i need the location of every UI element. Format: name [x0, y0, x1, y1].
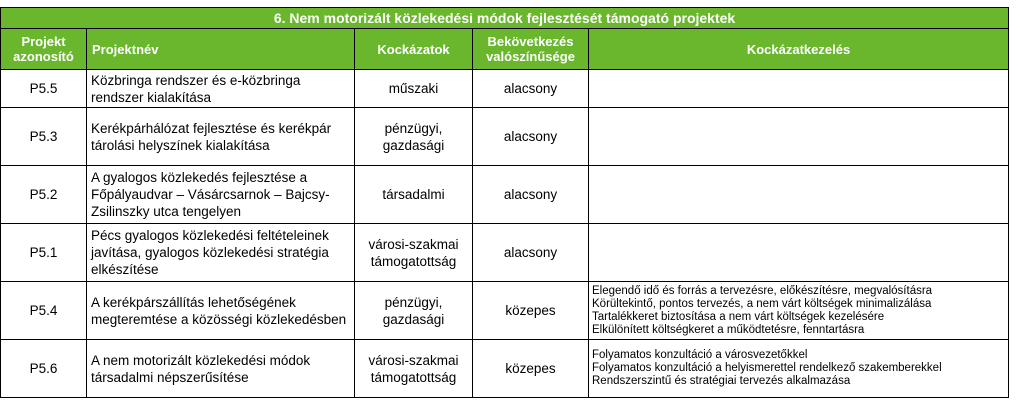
cell-project-name: A kerékpárszállítás lehetőségének megteremtése a közösségi közlekedésben	[87, 282, 355, 340]
cell-risk: városi-szakmai támogatottság	[355, 224, 473, 282]
table-row	[1, 166, 1009, 224]
cell-risk: műszaki	[355, 70, 473, 108]
cell-risk: pénzügyi, gazdasági	[355, 282, 473, 340]
cell-project-id: P5.3	[1, 108, 87, 166]
risk-management-item: Elegendő idő és forrás a tervezésre, előkészítésre, megvalósításra	[592, 284, 933, 297]
risk-management-item: Folyamatos konzultáció a városvezetőkkel	[592, 349, 808, 361]
cell-project-name: Pécs gyalogos közlekedési feltételeinek javítása, gyalogos közlekedési stratégia elkészítése	[87, 224, 355, 282]
risk-management-item: Rendszerszintű és stratégiai tervezés alkalmazása	[592, 375, 851, 387]
cell-risk-management	[589, 70, 1009, 108]
table-row	[1, 340, 1009, 398]
cell-probability: alacsony	[473, 224, 589, 282]
header-project-id: Projekt azonosító	[1, 29, 87, 70]
header-row	[1, 29, 1009, 70]
cell-probability: alacsony	[473, 166, 589, 224]
risk-management-item: Elkülönített költségkeret a működtetésre, fenntartásra	[592, 323, 865, 336]
cell-probability: alacsony	[473, 70, 589, 108]
risk-table	[0, 7, 1009, 398]
cell-risk-management	[589, 224, 1009, 282]
cell-project-id: P5.2	[1, 166, 87, 224]
cell-risk: társadalmi	[355, 166, 473, 224]
header-risk-management: Kockázatkezelés	[589, 29, 1009, 70]
cell-probability: alacsony	[473, 108, 589, 166]
risk-management-item: Tartalékkeret biztosítása a nem várt költségek kezelésére	[592, 310, 885, 323]
cell-project-name: Közbringa rendszer és e-közbringa rendszer kialakítása	[87, 70, 355, 108]
table-row	[1, 108, 1009, 166]
cell-project-id: P5.5	[1, 70, 87, 108]
cell-project-name: A nem motorizált közlekedési módok társadalmi népszerűsítése	[87, 340, 355, 398]
cell-project-id: P5.4	[1, 282, 87, 340]
cell-risk-management	[589, 166, 1009, 224]
cell-risk-management	[589, 282, 1009, 340]
table-body	[1, 70, 1009, 398]
cell-project-name: A gyalogos közlekedés fejlesztése a Főpályaudvar – Vásárcsarnok – Bajcsy-Zsilinszky utca tengelyen	[87, 166, 355, 224]
table-row	[1, 282, 1009, 340]
cell-project-id: P5.6	[1, 340, 87, 398]
table-row	[1, 224, 1009, 282]
header-probability: Bekövetkezés valószínűsége	[473, 29, 589, 70]
cell-probability: közepes	[473, 282, 589, 340]
cell-project-id: P5.1	[1, 224, 87, 282]
header-risks: Kockázatok	[355, 29, 473, 70]
cell-risk-management	[589, 108, 1009, 166]
table-row	[1, 70, 1009, 108]
cell-probability: közepes	[473, 340, 589, 398]
cell-risk-management	[589, 340, 1009, 398]
cell-risk: városi-szakmai támogatottság	[355, 340, 473, 398]
risk-management-item: Folyamatos konzultáció a helyismerettel rendelkező szakemberekkel	[592, 362, 942, 374]
header-project-name: Projektnév	[87, 29, 355, 70]
cell-risk: pénzügyi, gazdasági	[355, 108, 473, 166]
table-title: 6. Nem motorizált közlekedési módok fejlesztését támogató projektek	[1, 8, 1009, 29]
risk-management-item: Körültekintő, pontos tervezés, a nem várt költségek minimalizálása	[592, 297, 932, 310]
cell-project-name: Kerékpárhálózat fejlesztése és kerékpár tárolási helyszínek kialakítása	[87, 108, 355, 166]
